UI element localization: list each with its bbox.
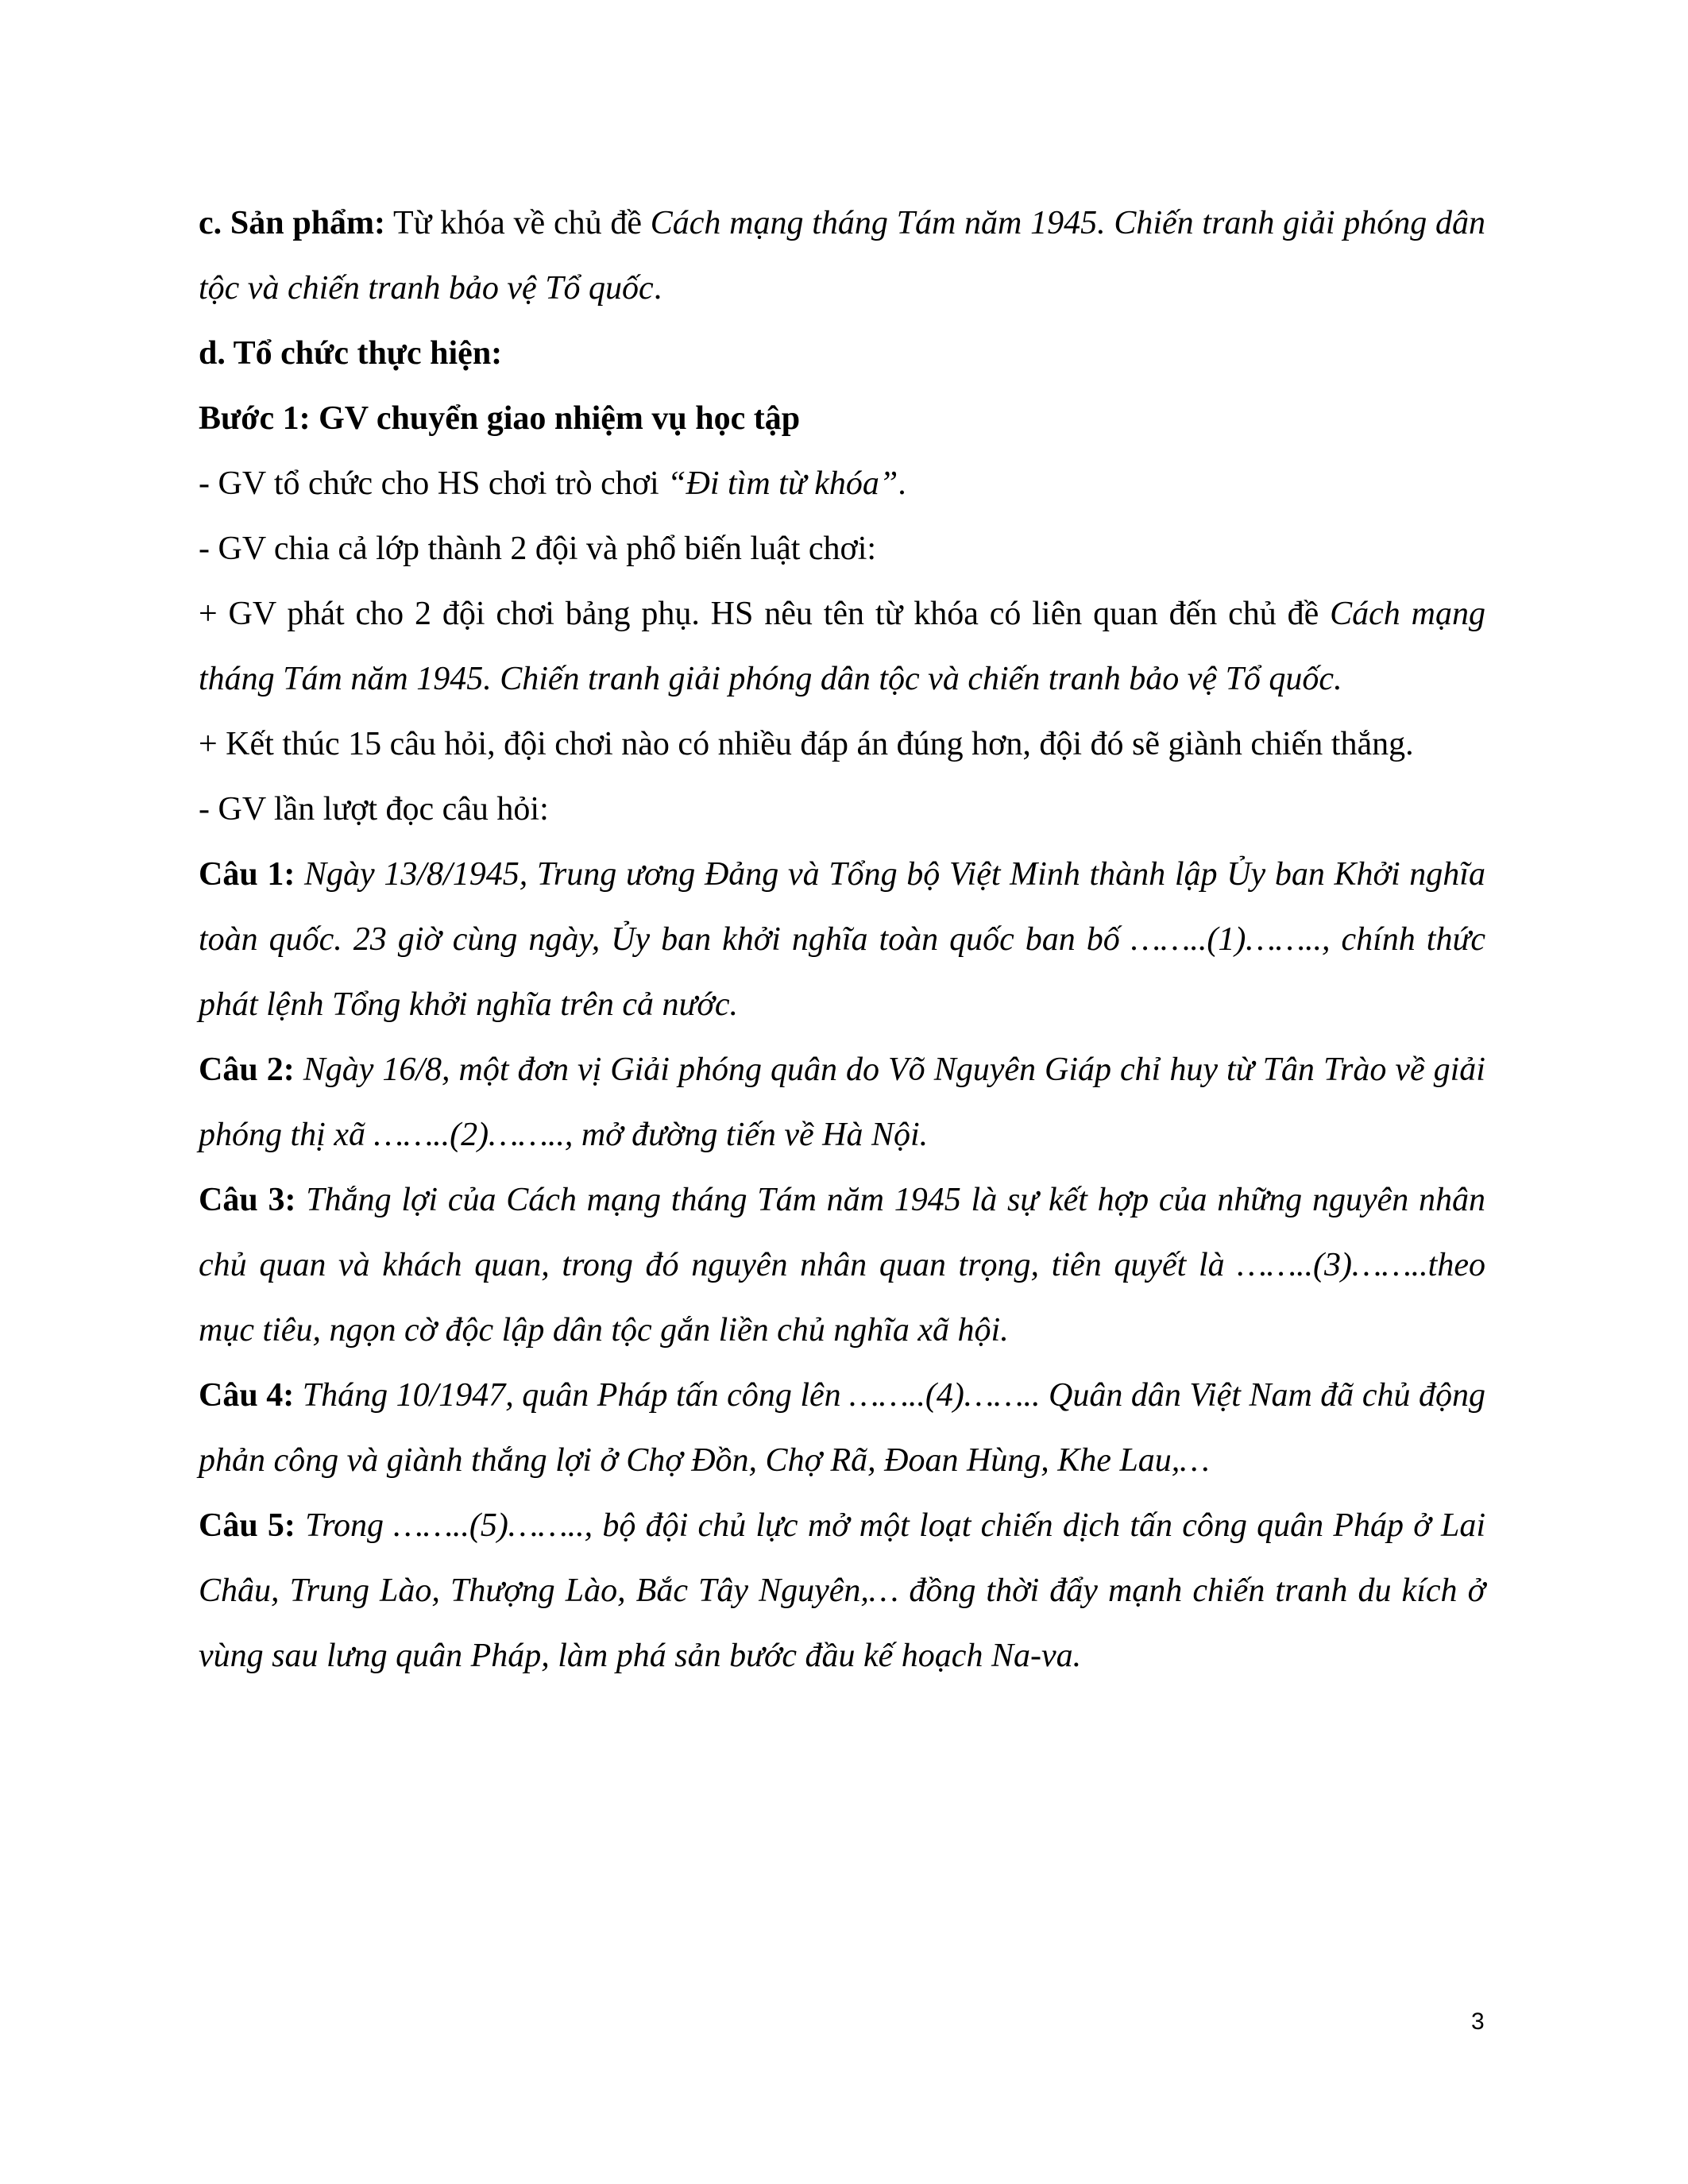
text-run: - GV chia cả lớp thành 2 đội và phổ biến luật chơi:	[199, 531, 877, 567]
paragraph-san-pham	[199, 191, 1494, 321]
paragraph-bang-phu	[199, 581, 1494, 712]
paragraph-tro-choi	[199, 451, 1485, 516]
question-label: Câu 4:	[199, 1377, 295, 1414]
question-label: Câu 1:	[199, 856, 295, 893]
question-5	[199, 1493, 1494, 1688]
question-3	[199, 1167, 1494, 1363]
paragraph-buoc-1	[199, 386, 1485, 451]
question-text: Trong ……..(5)…….., bộ đội chủ lực mở một loạt chiến dịch tấn công quân Pháp ở Lai Châu, Trung Lào, Thượng Lào, Bắc Tây Nguyên,… đồng thời đẩy mạnh chiến tranh du kích ở vùng sau lưng quân Pháp, làm phá sản bước đầu kế hoạch Na-va.	[199, 1507, 1494, 1674]
question-text: Thắng lợi của Cách mạng tháng Tám năm 1945 là sự kết hợp của những nguyên nhân chủ quan và khách quan, trong đó nguyên nhân quan trọng, tiên quyết là ……..(3)……..theo mục tiêu, ngọn cờ độc lập dân tộc gắn liền chủ nghĩa xã hội.	[199, 1182, 1494, 1349]
question-text: Ngày 13/8/1945, Trung ương Đảng và Tổng bộ Việt Minh thành lập Ủy ban Khởi nghĩa toàn quốc. 23 giờ cùng ngày, Ủy ban khởi nghĩa toàn quốc ban bố ……..(1)…….., chính thức phát lệnh Tổng khởi nghĩa trên cả nước.	[199, 856, 1494, 1023]
text-run: Từ khóa về chủ đề	[385, 205, 651, 241]
question-4	[199, 1363, 1494, 1493]
text-run: - GV tổ chức cho HS chơi trò chơi	[199, 465, 668, 502]
section-heading: d. Tổ chức thực hiện:	[199, 335, 503, 372]
page-number: 3	[1471, 2008, 1485, 2035]
paragraph-to-chuc	[199, 321, 1485, 386]
paragraph-doc-cau-hoi	[199, 777, 1485, 842]
text-run: “Đi tìm từ khóa”	[667, 465, 898, 502]
question-label: Câu 5:	[199, 1507, 295, 1544]
step-heading: Bước 1: GV chuyển giao nhiệm vụ học tập	[199, 400, 801, 437]
question-text: Ngày 16/8, một đơn vị Giải phóng quân do Võ Nguyên Giáp chỉ huy từ Tân Trào về giải phóng thị xã ……..(2)…….., mở đường tiến về Hà Nội.	[199, 1051, 1494, 1153]
text-run: Cách mạng tháng Tám năm 1945. Chiến tranh giải phóng dân tộc và chiến tranh bảo vệ Tổ quốc.	[199, 596, 1494, 697]
question-label: Câu 2:	[199, 1051, 295, 1088]
question-2	[199, 1037, 1494, 1167]
text-run: .	[898, 465, 906, 502]
text-run: c. Sản phẩm:	[199, 205, 386, 241]
text-run: + GV phát cho 2 đội chơi bảng phụ. HS nêu tên từ khóa có liên quan đến chủ đề	[199, 596, 1331, 632]
paragraph-ket-thuc	[199, 712, 1485, 777]
text-run: Cách mạng tháng Tám năm 1945. Chiến tranh giải phóng dân tộc và chiến tranh bảo vệ Tổ quốc	[199, 205, 1494, 307]
text-run: .	[653, 270, 662, 307]
paragraph-chia-doi	[199, 516, 1485, 581]
question-text: Tháng 10/1947, quân Pháp tấn công lên ……..(4)…….. Quân dân Việt Nam đã chủ động phản công và giành thắng lợi ở Chợ Đồn, Chợ Rã, Đoan Hùng, Khe Lau,…	[199, 1377, 1494, 1479]
text-run: - GV lần lượt đọc câu hỏi:	[199, 791, 549, 828]
text-run: + Kết thúc 15 câu hỏi, đội chơi nào có nhiều đáp án đúng hơn, đội đó sẽ giành chiến thắng.	[199, 726, 1414, 762]
document-body	[199, 191, 1494, 1688]
question-label: Câu 3:	[199, 1182, 296, 1218]
question-1	[199, 842, 1494, 1037]
